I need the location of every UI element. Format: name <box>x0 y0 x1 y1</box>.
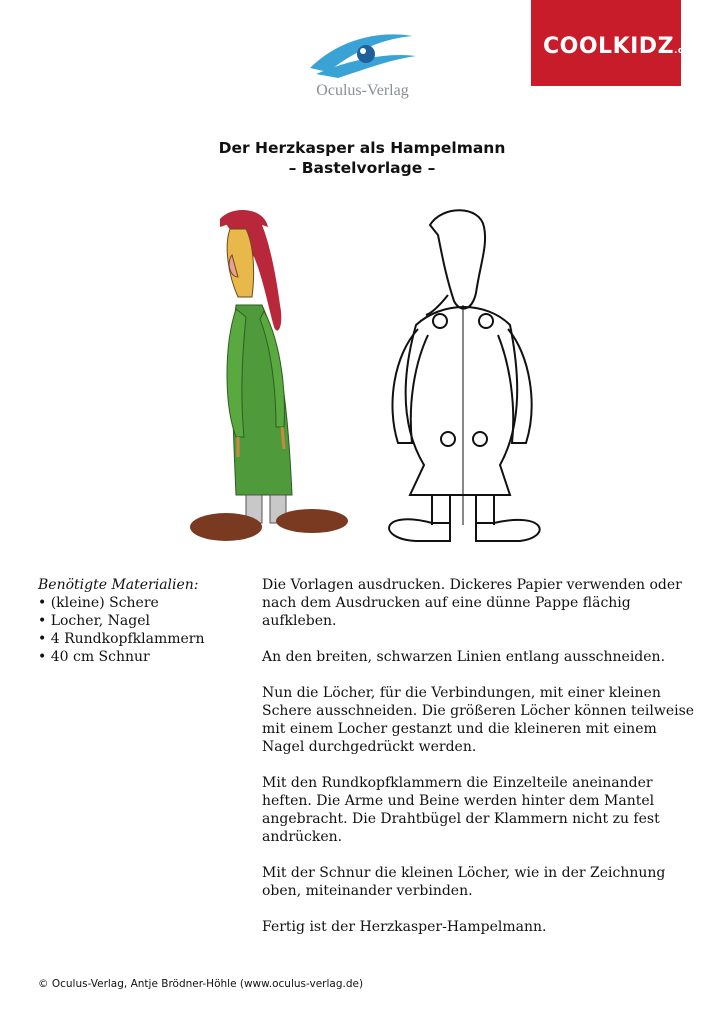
colored-figure <box>190 210 348 541</box>
instruction-paragraph: Fertig ist der Herzkasper-Hampelmann. <box>262 919 547 935</box>
eye-logo-icon <box>308 30 418 80</box>
list-item: • (kleine) Schere <box>38 595 159 611</box>
instruction-paragraph: Mit der Schnur die kleinen Löcher, wie in der Zeichnung oben, miteinander verbinden. <box>262 865 666 899</box>
illustration-area <box>180 205 560 555</box>
badge-text: COOLKIDZ <box>543 34 675 59</box>
instructions <box>262 576 702 954</box>
copyright-footer: © Oculus-Verlag, Antje Brödner-Höhle (www.oculus-verlag.de) <box>38 978 364 990</box>
coolkidz-badge <box>531 0 692 86</box>
jumping-jack-illustration <box>180 205 560 550</box>
badge-label <box>543 34 691 59</box>
instruction-paragraph: Die Vorlagen ausdrucken. Dickeres Papier verwenden oder nach dem Ausdrucken auf eine dünne Pappe flächig aufkleben. <box>262 577 682 629</box>
outline-template <box>389 210 540 541</box>
badge-suffix: .de <box>674 46 692 56</box>
instruction-paragraph: Mit den Rundkopfklammern die Einzelteile aneinander heften. Die Arme und Beine werden hinter dem Mantel angebracht. Die Drahtbügel der Klammern nicht zu fest andrücken. <box>262 775 660 845</box>
list-item: • 40 cm Schnur <box>38 649 150 665</box>
instruction-paragraph: Nun die Löcher, für die Verbindungen, mit einer kleinen Schere ausschneiden. Die größeren Löcher können teilweise mit einem Locher gestanzt und die kleineren mit einem Nagel durchgedrückt werden. <box>262 685 695 755</box>
materials-heading: Benötigte Materialien: <box>38 577 199 593</box>
publisher-name: Oculus-Verlag <box>316 82 409 99</box>
page-title <box>0 138 724 178</box>
instruction-paragraph: An den breiten, schwarzen Linien entlang ausschneiden. <box>262 649 666 665</box>
materials-list <box>38 576 258 666</box>
list-item: • 4 Rundkopfklammern <box>38 631 205 647</box>
title-line-2: – Bastelvorlage – <box>288 159 436 177</box>
title-line-1: Der Herzkasper als Hampelmann <box>218 139 506 157</box>
list-item: • Locher, Nagel <box>38 613 150 629</box>
publisher-logo <box>300 30 425 105</box>
